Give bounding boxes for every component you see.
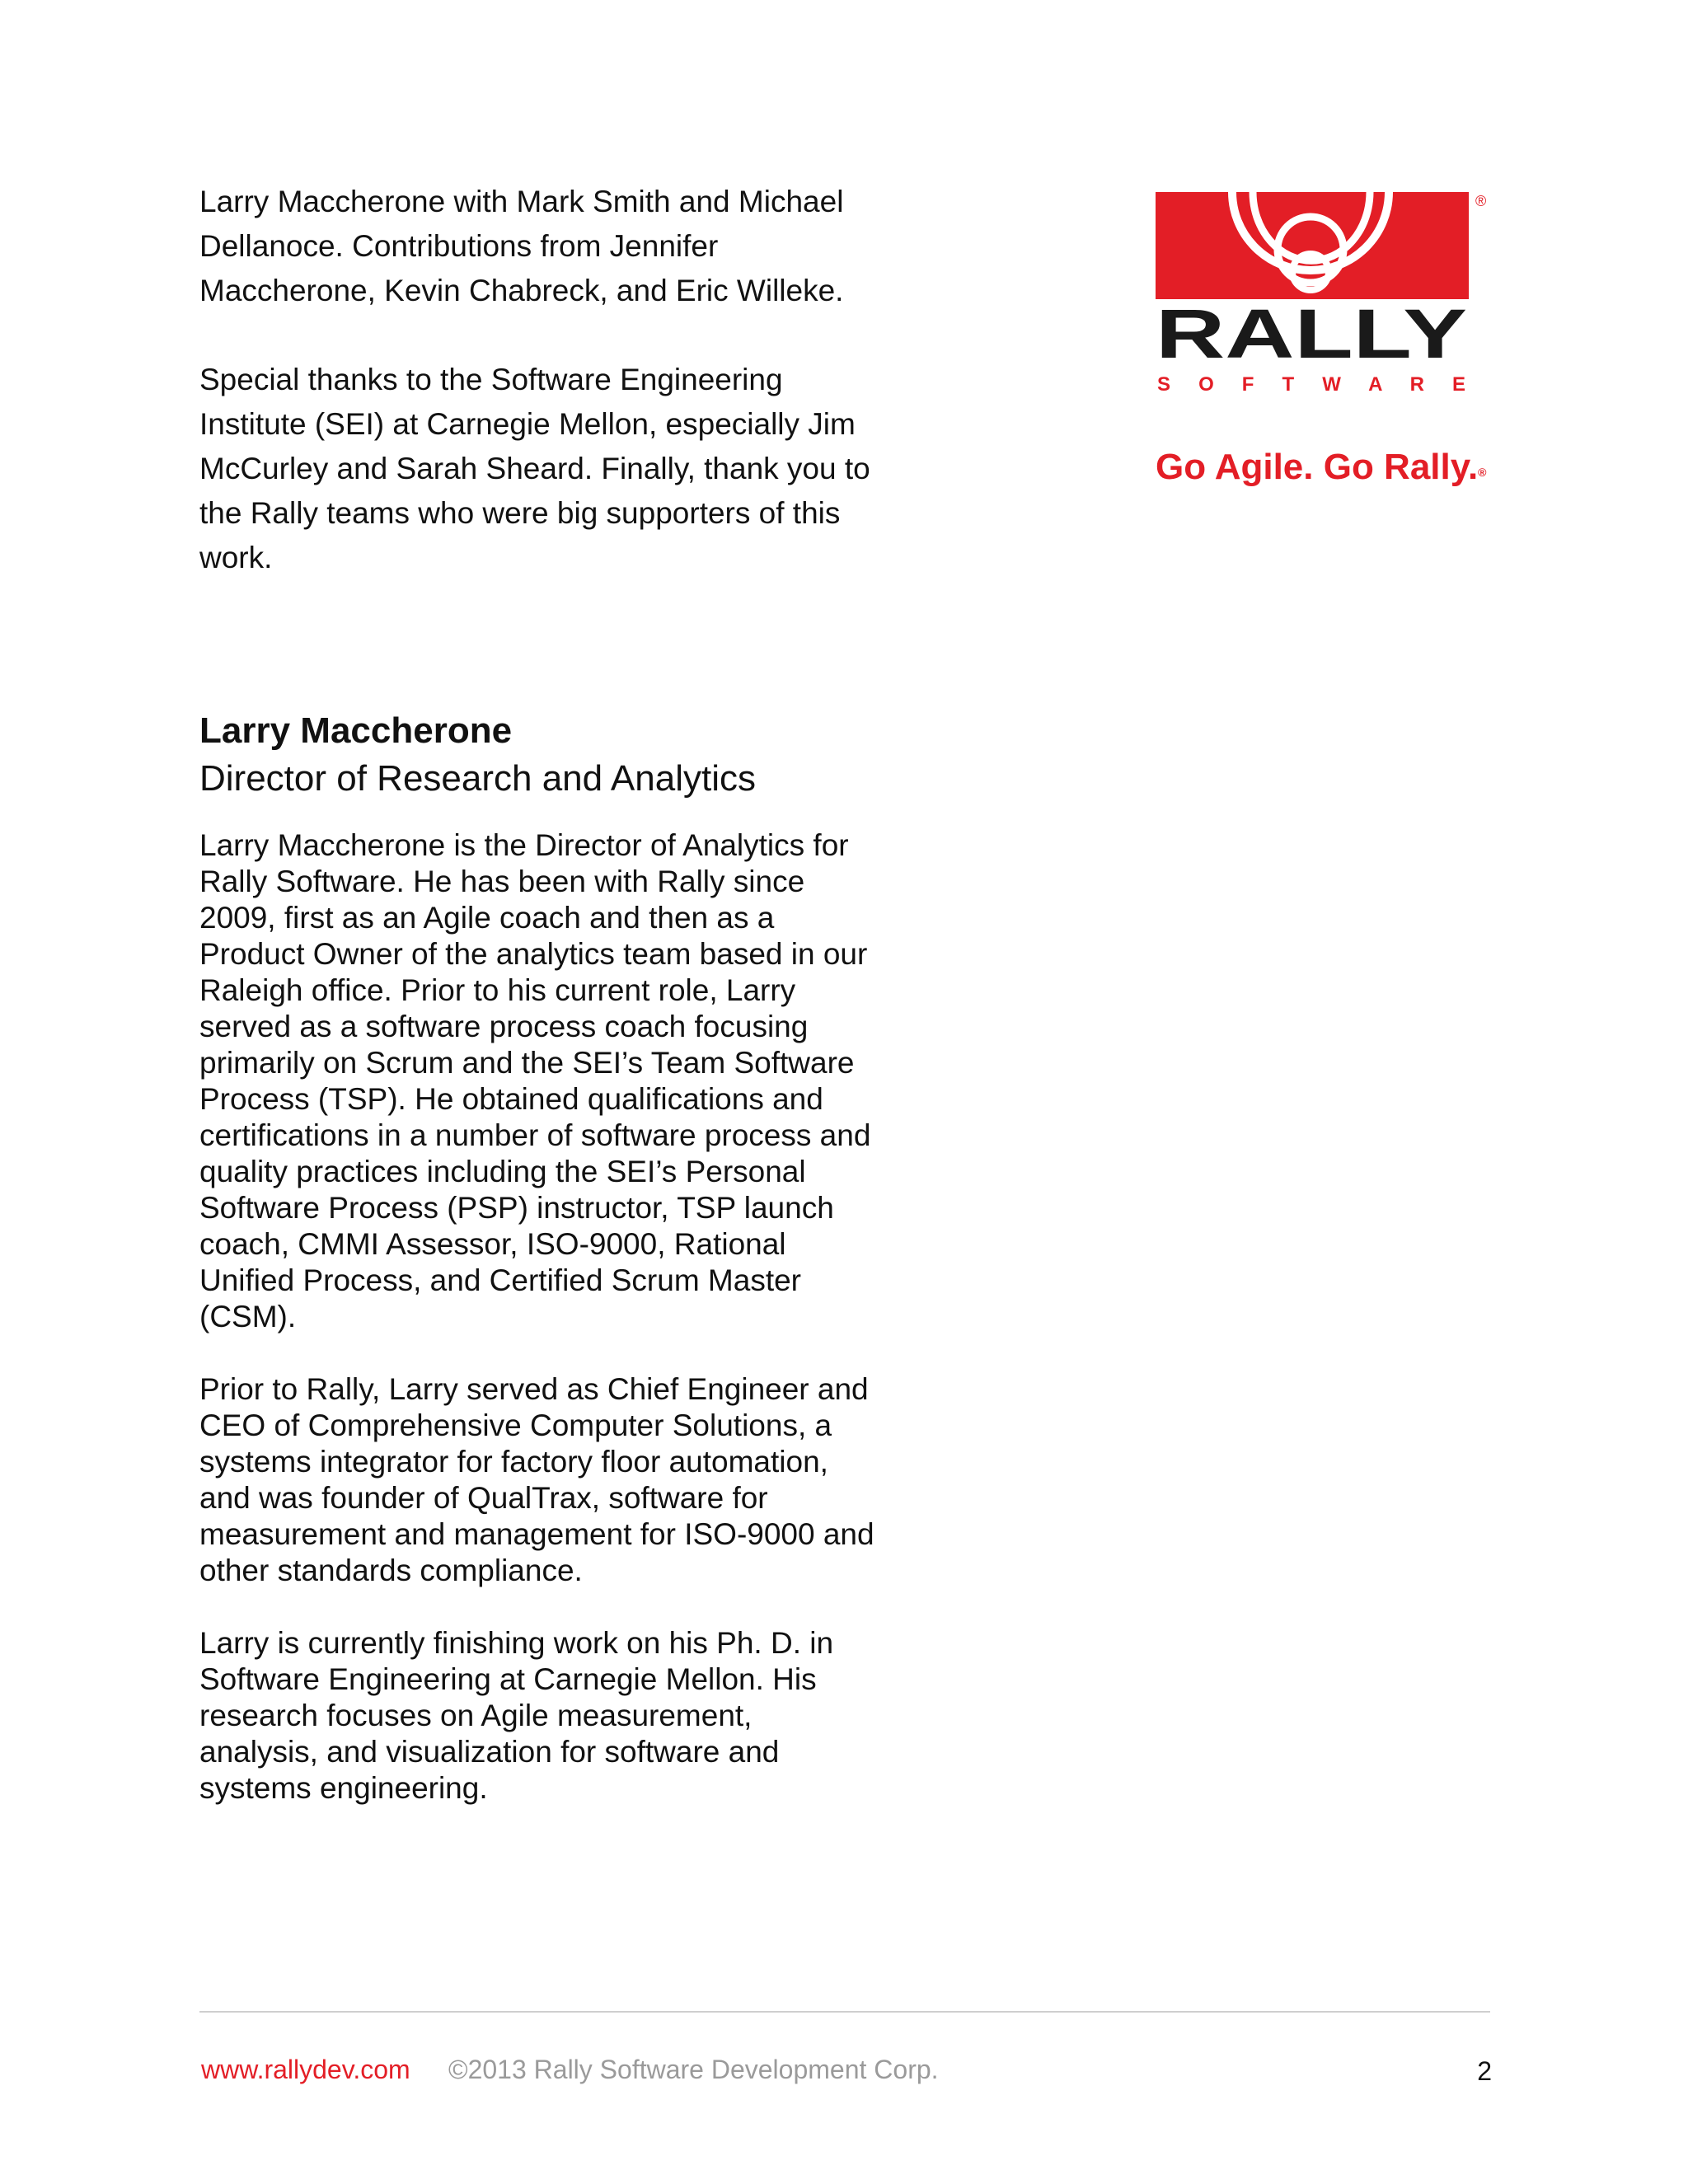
credits-section bbox=[199, 180, 875, 625]
slogan-registered-mark: ® bbox=[1478, 466, 1487, 479]
author-section bbox=[199, 707, 875, 1843]
credits-paragraph: Larry Maccherone with Mark Smith and Michael Dellanoce. Contributions from Jennifer Maccherone, Kevin Chabreck, and Eric Willeke. bbox=[199, 185, 844, 307]
author-bio bbox=[199, 827, 875, 1807]
logo-wordmark: RALLY bbox=[1156, 295, 1467, 373]
brand-slogan bbox=[1156, 443, 1487, 491]
author-title: Director of Research and Analytics bbox=[199, 758, 756, 799]
bio-paragraph: Larry is currently finishing work on his Ph. D. in Software Engineering at Carnegie Mellon. His research focuses on Agile measurement, analysis, and visualization for software and systems engineering. bbox=[199, 1626, 834, 1805]
footer-divider bbox=[199, 2011, 1490, 2013]
logo-subtitle: S O F T W A R E bbox=[1157, 373, 1465, 396]
slogan-text: Go Agile. Go Rally. bbox=[1156, 447, 1479, 487]
acknowledgements-paragraph: Special thanks to the Software Engineering Institute (SEI) at Carnegie Mellon, especially Jim McCurley and Sarah Sheard. Finally, thank you to the Rally teams who were big supporters of this work. bbox=[199, 363, 870, 574]
logo-registered-mark: ® bbox=[1475, 193, 1487, 209]
author-name: Larry Maccherone bbox=[199, 710, 513, 751]
page-number: 2 bbox=[1477, 2056, 1492, 2086]
rally-logo-graphic bbox=[1154, 188, 1500, 402]
footer-website-link[interactable]: www.rallydev.com bbox=[201, 2055, 410, 2084]
bio-paragraph: Prior to Rally, Larry served as Chief Engineer and CEO of Comprehensive Computer Solutions, a systems integrator for factory floor automation, and was founder of QualTrax, software for measurement and management for ISO-9000 and other standards compliance. bbox=[199, 1372, 874, 1587]
footer-copyright: ©2013 Rally Software Development Corp. bbox=[448, 2055, 939, 2084]
bio-paragraph: Larry Maccherone is the Director of Analytics for Rally Software. He has been with Rally since 2009, first as an Agile coach and then as a Product Owner of the analytics team based in our Raleigh office. Prior to his current role, Larry served as a software process coach focusing primarily on Scrum and the SEI’s Team Software Process (TSP). He obtained qualifications and certifications in a number of software process and quality practices including the SEI’s Personal Software Process (PSP) instructor, TSP launch coach, CMMI Assessor, ISO-9000, Rational Unified Process, and Certified Scrum Master (CSM). bbox=[199, 828, 871, 1333]
